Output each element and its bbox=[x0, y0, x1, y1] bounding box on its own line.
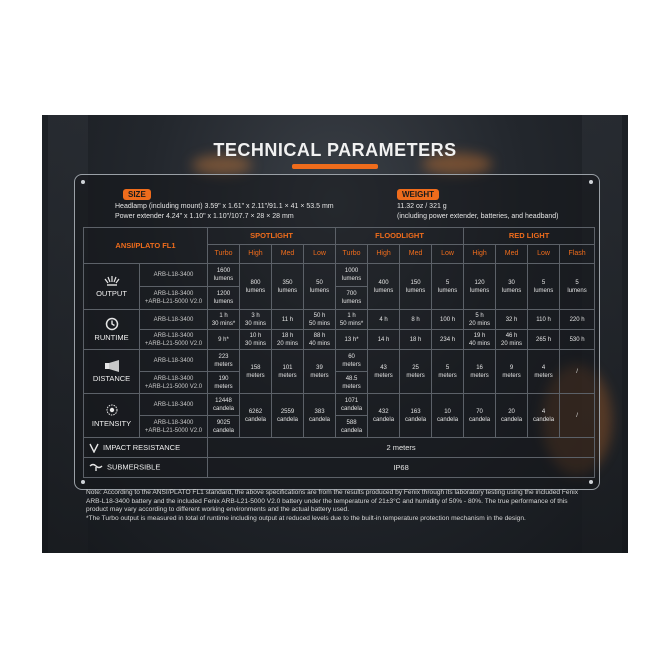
battery-label: ARB-L18-3400 +ARB-L21-5000 V2.0 bbox=[140, 330, 208, 350]
group-header-spotlight: SPOTLIGHT bbox=[208, 228, 336, 245]
table-cell: 190 meters bbox=[208, 372, 240, 394]
table-cell: 223 meters bbox=[208, 350, 240, 372]
table-cell: 32 h bbox=[496, 310, 528, 330]
table-row bbox=[84, 350, 595, 372]
size-line-2: Power extender 4.24" x 1.10" x 1.10"/107.7 × 28 × 28 mm bbox=[115, 213, 294, 220]
table-cell: 1000 lumens bbox=[336, 264, 368, 287]
table-cell: 43 meters bbox=[368, 350, 400, 394]
category-output bbox=[84, 264, 140, 310]
table-row bbox=[84, 330, 595, 350]
weight-tag: WEIGHT bbox=[397, 189, 439, 200]
light-burst-icon bbox=[84, 275, 139, 287]
table-cell: 20 candela bbox=[496, 394, 528, 438]
table-cell: 12448 candela bbox=[208, 394, 240, 416]
battery-label: ARB-L18-3400 +ARB-L21-5000 V2.0 bbox=[140, 372, 208, 394]
impact-resistance-value: 2 meters bbox=[208, 438, 595, 458]
table-cell: 1 h 50 mins* bbox=[336, 310, 368, 330]
table-cell: 5 lumens bbox=[560, 264, 595, 310]
battery-label: ARB-L18-3400 +ARB-L21-5000 V2.0 bbox=[140, 416, 208, 438]
category-label: INTENSITY bbox=[91, 419, 132, 428]
mode-header: Low bbox=[432, 245, 464, 264]
table-cell: 9 meters bbox=[496, 350, 528, 394]
group-header-red-light: RED LIGHT bbox=[464, 228, 595, 245]
spec-table bbox=[83, 227, 595, 478]
table-cell: 30 lumens bbox=[496, 264, 528, 310]
table-cell: 350 lumens bbox=[272, 264, 304, 310]
mode-header: High bbox=[368, 245, 400, 264]
group-header-floodlight: FLOODLIGHT bbox=[336, 228, 464, 245]
footnote bbox=[86, 489, 584, 523]
mode-header: High bbox=[464, 245, 496, 264]
mode-header: Turbo bbox=[336, 245, 368, 264]
size-tag: SIZE bbox=[123, 189, 151, 200]
table-cell: 11 h bbox=[272, 310, 304, 330]
mode-header: Turbo bbox=[208, 245, 240, 264]
table-cell: 700 lumens bbox=[336, 287, 368, 310]
impact-icon bbox=[89, 443, 99, 453]
table-cell: 110 h bbox=[528, 310, 560, 330]
table-cell: 9025 candela bbox=[208, 416, 240, 438]
table-cell: 39 meters bbox=[304, 350, 336, 394]
table-cell: 100 h bbox=[432, 310, 464, 330]
table-cell: 10 candela bbox=[432, 394, 464, 438]
screw-icon bbox=[589, 180, 593, 184]
table-cell: 1600 lumens bbox=[208, 264, 240, 287]
table-cell: 4 candela bbox=[528, 394, 560, 438]
screw-icon bbox=[589, 480, 593, 484]
table-cell: 5 meters bbox=[432, 350, 464, 394]
mode-header: Med bbox=[272, 245, 304, 264]
table-cell: 150 lumens bbox=[400, 264, 432, 310]
weight-line-1: 11.32 oz / 321 g bbox=[397, 203, 447, 210]
table-cell: 383 candela bbox=[304, 394, 336, 438]
footnote-turbo: *The Turbo output is measured in total of runtime including output at reduced levels due to the built-in temperature protection mechanism in the design. bbox=[86, 514, 526, 522]
table-cell: 265 h bbox=[528, 330, 560, 350]
table-cell: 8 h bbox=[400, 310, 432, 330]
table-cell: 48.5 meters bbox=[336, 372, 368, 394]
table-cell: 46 h 20 mins bbox=[496, 330, 528, 350]
table-cell: 5 h 20 mins bbox=[464, 310, 496, 330]
category-label: OUTPUT bbox=[96, 289, 127, 298]
table-cell: 4 h bbox=[368, 310, 400, 330]
table-cell: 50 h 50 mins bbox=[304, 310, 336, 330]
battery-label: ARB-L18-3400 bbox=[140, 350, 208, 372]
clock-icon bbox=[84, 317, 139, 331]
mode-header: Low bbox=[304, 245, 336, 264]
table-cell: 220 h bbox=[560, 310, 595, 330]
impact-resistance-label-cell bbox=[84, 438, 208, 458]
category-label: RUNTIME bbox=[94, 333, 129, 342]
table-cell: 60 meters bbox=[336, 350, 368, 372]
table-row bbox=[84, 394, 595, 416]
table-cell: 4 meters bbox=[528, 350, 560, 394]
mode-header: Med bbox=[400, 245, 432, 264]
waterproof-icon bbox=[89, 463, 103, 472]
table-cell: 10 h 30 mins bbox=[240, 330, 272, 350]
table-cell: 25 meters bbox=[400, 350, 432, 394]
table-cell: 5 lumens bbox=[528, 264, 560, 310]
category-label: DISTANCE bbox=[92, 374, 131, 383]
beam-distance-icon bbox=[84, 360, 139, 372]
table-cell: 400 lumens bbox=[368, 264, 400, 310]
table-cell: 50 lumens bbox=[304, 264, 336, 310]
table-cell: 18 h bbox=[400, 330, 432, 350]
spec-panel bbox=[74, 174, 600, 490]
table-cell: 588 candela bbox=[336, 416, 368, 438]
table-cell: 9 h* bbox=[208, 330, 240, 350]
table-cell: 163 candela bbox=[400, 394, 432, 438]
mode-header: High bbox=[240, 245, 272, 264]
battery-label: ARB-L18-3400 +ARB-L21-5000 V2.0 bbox=[140, 287, 208, 310]
table-row bbox=[84, 310, 595, 330]
table-cell: 13 h* bbox=[336, 330, 368, 350]
table-cell: 530 h bbox=[560, 330, 595, 350]
table-cell: 158 meters bbox=[240, 350, 272, 394]
table-cell: 88 h 40 mins bbox=[304, 330, 336, 350]
battery-label: ARB-L18-3400 bbox=[140, 264, 208, 287]
impact-resistance-label: IMPACT RESISTANCE bbox=[103, 442, 181, 452]
table-cell: 234 h bbox=[432, 330, 464, 350]
table-cell: 800 lumens bbox=[240, 264, 272, 310]
table-cell: 2559 candela bbox=[272, 394, 304, 438]
table-cell: 1 h 30 mins* bbox=[208, 310, 240, 330]
standard-header: ANSI/PLATO FL1 bbox=[84, 228, 208, 264]
mode-header: Low bbox=[528, 245, 560, 264]
category-distance bbox=[84, 350, 140, 394]
submersible-value: IP68 bbox=[208, 458, 595, 478]
table-cell: 101 meters bbox=[272, 350, 304, 394]
screw-icon bbox=[81, 480, 85, 484]
table-cell: 1200 lumens bbox=[208, 287, 240, 310]
category-runtime bbox=[84, 310, 140, 350]
weight-line-2: (including power extender, batteries, and headband) bbox=[397, 213, 559, 220]
table-cell: 70 candela bbox=[464, 394, 496, 438]
intensity-icon bbox=[84, 403, 139, 417]
submersible-label-cell bbox=[84, 458, 208, 478]
table-cell: 19 h 40 mins bbox=[464, 330, 496, 350]
mode-header: Med bbox=[496, 245, 528, 264]
screw-icon bbox=[81, 180, 85, 184]
table-cell: / bbox=[560, 394, 595, 438]
page-title: TECHNICAL PARAMETERS bbox=[213, 140, 457, 160]
table-cell: 14 h bbox=[368, 330, 400, 350]
table-cell: 3 h 30 mins bbox=[240, 310, 272, 330]
table-cell: 18 h 20 mins bbox=[272, 330, 304, 350]
battery-label: ARB-L18-3400 bbox=[140, 394, 208, 416]
table-cell: 120 lumens bbox=[464, 264, 496, 310]
table-cell: 432 candela bbox=[368, 394, 400, 438]
table-cell: / bbox=[560, 350, 595, 394]
table-cell: 1071 candela bbox=[336, 394, 368, 416]
table-cell: 6262 candela bbox=[240, 394, 272, 438]
spec-sheet-card bbox=[42, 115, 628, 553]
table-cell: 5 lumens bbox=[432, 264, 464, 310]
title-underline bbox=[292, 164, 378, 169]
table-cell: 16 meters bbox=[464, 350, 496, 394]
footnote-standard: Note: According to the ANSI/PLATO FL1 standard, the above specifications are from the results produced by Fenix through its laboratory testing using the included Fenix ARB-L18-3400 battery and the included Fenix ARB-L21-5000 V2.0 battery under the temperature of 21±3°C and humidity of 50% - 80%. The true performance of this product may vary according to different working environments and the actual battery used. bbox=[86, 489, 578, 514]
size-line-1: Headlamp (including mount) 3.59" x 1.61" x 2.11"/91.1 × 41 × 53.5 mm bbox=[115, 203, 334, 210]
battery-label: ARB-L18-3400 bbox=[140, 310, 208, 330]
submersible-label: SUBMERSIBLE bbox=[107, 462, 161, 472]
category-intensity bbox=[84, 394, 140, 438]
mode-header: Flash bbox=[560, 245, 595, 264]
table-row bbox=[84, 264, 595, 287]
